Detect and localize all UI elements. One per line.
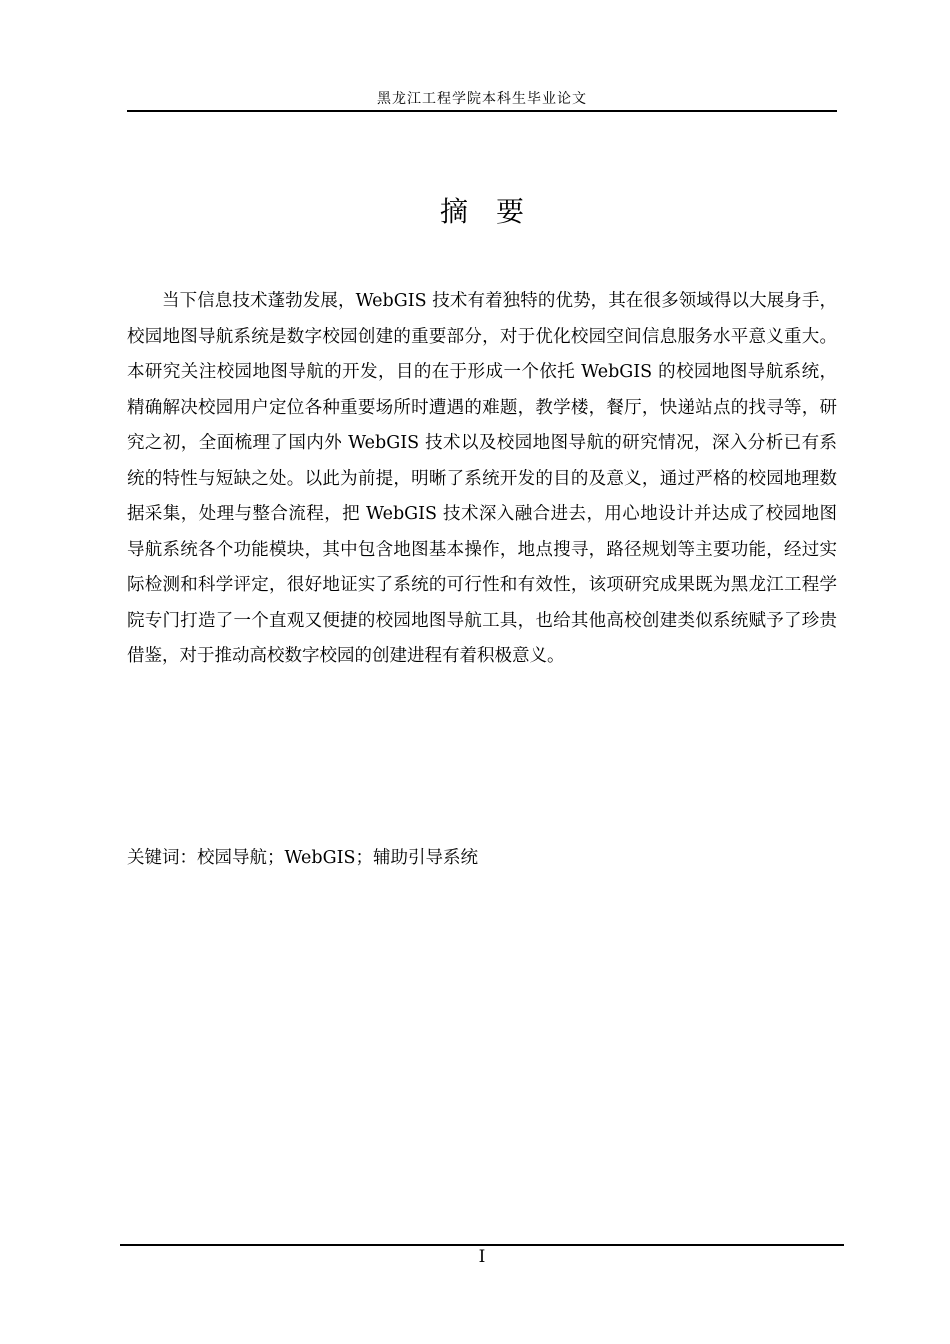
page-number: I (478, 1247, 486, 1267)
abstract-paragraph: 当下信息技术蓬勃发展，WebGIS 技术有着独特的优势，其在很多领域得以大展身手，校园地图导航系统是数字校园创建的重要部分，对于优化校园空间信息服务水平意义重大。本研究关注校园地图导航的开发，目的在于形成一个依托 WebGIS 的校园地图导航系统，精确解决校园用户定位各种重要场所时遭遇的难题，教学楼，餐厅，快递站点的找寻等，研究之初，全面梳理了国内外 WebGIS 技术以及校园地图导航的研究情况，深入分析已有系统的特性与短缺之处。以此为前提，明晰了系统开发的目的及意义，通过严格的校园地理数据采集，处理与整合流程，把 WebGIS 技术深入融合进去，用心地设计并达成了校园地图导航系统各个功能模块，其中包含地图基本操作，地点搜寻，路径规划等主要功能，经过实际检测和科学评定，很好地证实了系统的可行性和有效性，该项研究成果既为黑龙江工程学院专门打造了一个直观又便捷的校园地图导航工具，也给其他高校创建类似系统赋予了珍贵借鉴，对于推动高校数字校园的创建进程有着积极意义。 (127, 291, 837, 666)
running-header: 黑龙江工程学院本科生毕业论文 (377, 91, 587, 107)
header-rule (127, 110, 837, 112)
keywords-line (127, 844, 837, 872)
abstract-title: 摘 要 (439, 195, 524, 228)
keywords-value: 校园导航；WebGIS；辅助引导系统 (197, 848, 478, 868)
keywords-label: 关键词： (127, 848, 197, 868)
